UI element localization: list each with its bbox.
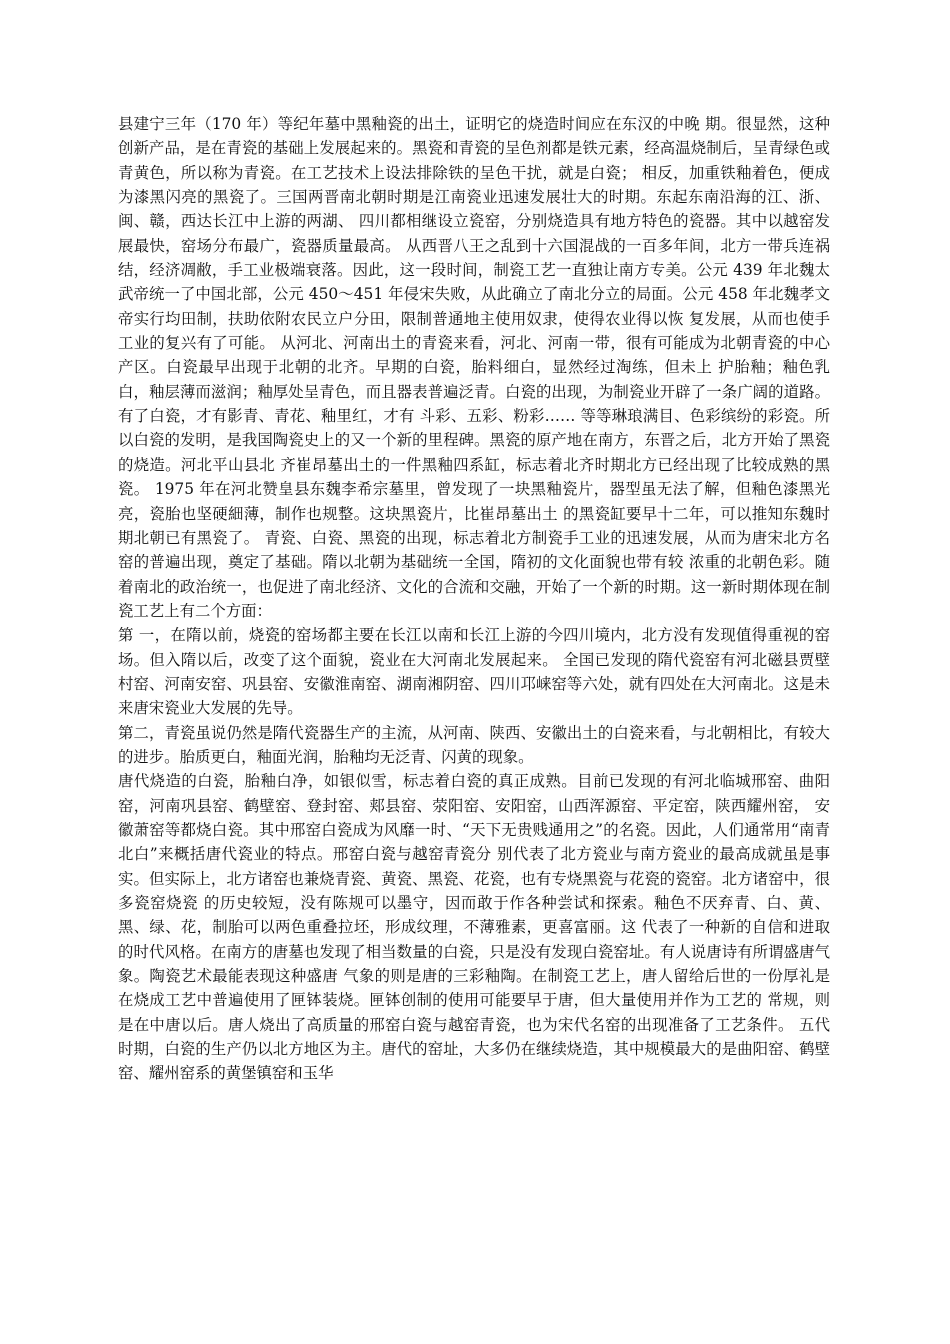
paragraph-4: 唐代烧造的白瓷，胎釉白净，如银似雪，标志着白瓷的真正成熟。目前已发现的有河北临城邢窑、曲阳窑，河南巩县窑、鹤壁窑、登封窑、郏县窑、荥阳窑、安阳窑，山西浑源窑、平定窑，陕西耀州窑， 安徽萧窑等都烧白瓷。其中邢窑白瓷成为风靡一时、“天下无贵贱通用之”的名瓷。因此，人们通常用“南青北白”来概括唐代瓷业的特点。邢窑白瓷与越窑青瓷分 别代表了北方瓷业与南方瓷业的最高成就虽是事实。但实际上，北方诸窑也兼烧青瓷、黄瓷、黑瓷、花瓷，也有专烧黑瓷与花瓷的瓷窑。北方诸窑中，很多瓷窑烧瓷 的历史较短，没有陈规可以墨守，因而敢于作各种尝试和探索。釉色不厌弃青、白、黄、黑、绿、花，制胎可以两色重叠拉坯，形成纹理，不薄雅素，更喜富丽。这 代表了一种新的自信和进取的时代风格。在南方的唐墓也发现了相当数量的白瓷，只是没有发现白瓷窑址。有人说唐诗有所谓盛唐气象。陶瓷艺术最能表现这种盛唐 气象的则是唐的三彩釉陶。在制瓷工艺上，唐人留给后世的一份厚礼是在烧成工艺中普遍使用了匣钵装烧。匣钵创制的使用可能要早于唐，但大量使用并作为工艺的 常规，则是在中唐以后。唐人烧出了高质量的邢窑白瓷与越窑青瓷，也为宋代名窑的出现准备了工艺条件。 五代时期，白瓷的生产仍以北方地区为主。唐代的窑址，大多仍在继续烧造，其中规模最大的是曲阳窑、鹤壁窑、耀州窑系的黄堡镇窑和玉华 — [118, 772, 830, 1083]
paragraph-3: 第二，青瓷虽说仍然是隋代瓷器生产的主流，从河南、陕西、安徽出土的白瓷来看，与北朝相比，有较大的进步。胎质更白，釉面光润，胎釉均无泛青、闪黄的现象。 — [118, 723, 830, 766]
paragraph-2: 第 一，在隋以前，烧瓷的窑场都主要在长江以南和长江上游的今四川境内，北方没有发现值得重视的窑场。但入隋以后，改变了这个面貌，瓷业在大河南北发展起来。 全国已发现的隋代瓷窑有河北磁县贾壁村窑、河南安窑、巩县窑、安徽淮南窑、湖南湘阴窑、四川邛崃窑等六处，就有四处在大河南北。这是未来唐宋瓷业大发展的先导。 — [118, 626, 830, 718]
paragraph-1: 县建宁三年（170 年）等纪年墓中黑釉瓷的出土，证明它的烧造时间应在东汉的中晚 期。很显然，这种创新产品，是在青瓷的基础上发展起来的。黑瓷和青瓷的呈色剂都是铁元素，经高温烧制后，呈青绿色或青黄色，所以称为青瓷。在工艺技术上设法排除铁的呈色干扰，就是白瓷； 相反，加重铁釉着色，便成为漆黑闪亮的黑瓷了。三国两晋南北朝时期是江南瓷业迅速发展壮大的时期。东起东南沿海的江、浙、闽、赣，西达长江中上游的两湖、 四川都相继设立瓷窑，分别烧造具有地方特色的瓷器。其中以越窑发展最快，窑场分布最广，瓷器质量最高。 从西晋八王之乱到十六国混战的一百多年间，北方一带兵连祸结，经济凋敝，手工业极端衰落。因此，这一段时间，制瓷工艺一直独让南方专美。公元 439 年北魏太武帝统一了中国北部，公元 450～451 年侵宋失败，从此确立了南北分立的局面。公元 458 年北魏孝文帝实行均田制，扶助依附农民立户分田，限制普通地主使用奴隶，使得农业得以恢 复发展，从而也使手工业的复兴有了可能。 从河北、河南出土的青瓷来看，河北、河南一带，很有可能成为北朝青瓷的中心产区。白瓷最早出现于北朝的北齐。早期的白瓷，胎料细白，显然经过淘练，但未上 护胎釉；釉色乳白，釉层薄而滋润；釉厚处呈青色，而且器表普遍泛青。白瓷的出现，为制瓷业开辟了一条广阔的道路。有了白瓷，才有影青、青花、釉里红，才有 斗彩、五彩、粉彩…… 等等琳琅满目、色彩缤纷的彩瓷。所以白瓷的发明，是我国陶瓷史上的又一个新的里程碑。黑瓷的原产地在南方，东晋之后，北方开始了黑瓷的烧造。河北平山县北 齐崔昂墓出土的一件黑釉四系缸，标志着北齐时期北方已经出现了比较成熟的黑瓷。 1975 年在河北赞皇县东魏李希宗墓里，曾发现了一块黑釉瓷片，器型虽无法了解，但釉色漆黑光亮，瓷胎也坚硬細薄，制作也规整。这块黑瓷片，比崔昂墓出土 的黑瓷缸要早十二年，可以推知东魏时期北朝已有黑瓷了。 青瓷、白瓷、黑瓷的出现，标志着北方制瓷手工业的迅速发展，从而为唐宋北方名窑的普遍出现，奠定了基础。隋以北朝为基础统一全国，隋初的文化面貌也带有较 浓重的北朝色彩。随着南北的政治统一，也促进了南北经济、文化的合流和交融，开始了一个新的时期。这一新时期体现在制瓷工艺上有二个方面： — [118, 115, 830, 620]
document-page — [118, 112, 830, 1086]
